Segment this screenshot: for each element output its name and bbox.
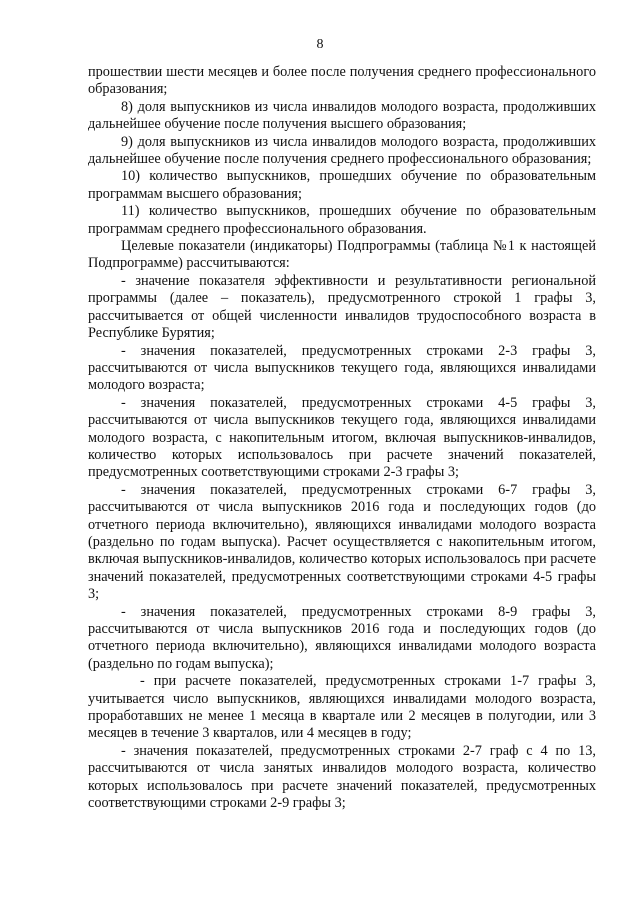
page-number: 8 bbox=[316, 37, 324, 52]
document-body bbox=[88, 64, 596, 812]
paragraph: - значения показателей, предусмотренных строками 4-5 графы 3, рассчитываются от числа выпускников текущего года, являющихся инвалидами молодого возраста, с накопительным итогом, включая выпускников-инвалидов, количество которых использовалось при расчете значений показателей, предусмотренных соответствующими строками 2-3 графы 3; bbox=[88, 394, 596, 481]
paragraph: - значения показателей, предусмотренных строками 2-3 графы 3, рассчитываются от числа выпускников текущего года, являющихся инвалидами молодого возраста; bbox=[88, 342, 596, 394]
paragraph: - значения показателей, предусмотренных строками 2-7 граф с 4 по 13, рассчитываются от числа занятых инвалидов молодого возраста, количество которых использовалось при расчете значений показателей, предусмотренных соответствующими строками 2-9 графы 3; bbox=[88, 742, 596, 812]
paragraph: - значения показателей, предусмотренных строками 8-9 графы 3, рассчитываются от числа выпускников 2016 года и последующих годов (до отчетного периода включительно), являющихся инвалидами молодого возраста (раздельно по годам выпуска); bbox=[88, 603, 596, 672]
paragraph: прошествии шести месяцев и более после получения среднего профессионального образования; bbox=[88, 64, 596, 98]
paragraph: - значение показателя эффективности и результативности региональной программы (далее – показатель), предусмотренного строкой 1 графы 3, рассчитывается от общей численности инвалидов трудоспособного возраста в Республике Бурятия; bbox=[88, 272, 596, 342]
paragraph: - значения показателей, предусмотренных строками 6-7 графы 3, рассчитываются от числа выпускников 2016 года и последующих годов (до отчетного периода включительно), являющихся инвалидами молодого возраста (раздельно по годам выпуска). Расчет осуществляется с накопительным итогом, включая выпускников-инвалидов, количество которых использовалось при расчете значений показателей, предусмотренных соответствующими строками 4-5 графы 3; bbox=[88, 481, 596, 603]
paragraph: 10) количество выпускников, прошедших обучение по образовательным программам высшего образования; bbox=[88, 168, 596, 202]
paragraph: 8) доля выпускников из числа инвалидов молодого возраста, продолживших дальнейшее обучение после получения высшего образования; bbox=[88, 98, 596, 133]
paragraph: 9) доля выпускников из числа инвалидов молодого возраста, продолживших дальнейшее обучение после получения среднего профессионального образования; bbox=[88, 133, 596, 168]
paragraph: - при расчете показателей, предусмотренных строками 1-7 графы 3, учитывается число выпускников, являющихся инвалидами молодого возраста, проработавших не менее 1 месяца в квартале или 2 месяцев в полугодии, или 3 месяцев в течение 3 кварталов, или 4 месяцев в году; bbox=[88, 673, 596, 742]
paragraph: 11) количество выпускников, прошедших обучение по образовательным программам среднего профессионального образования. bbox=[88, 203, 596, 237]
paragraph: Целевые показатели (индикаторы) Подпрограммы (таблица №1 к настоящей Подпрограмме) рассчитываются: bbox=[88, 238, 596, 272]
